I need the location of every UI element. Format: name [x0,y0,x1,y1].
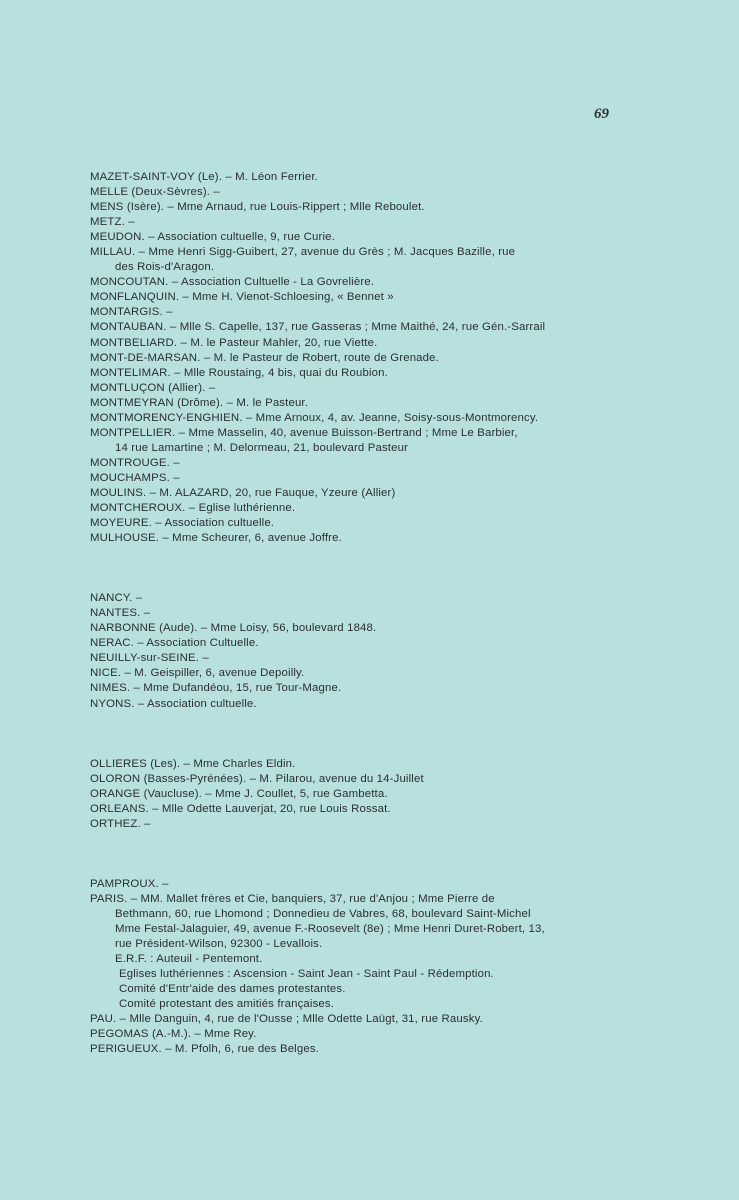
directory-entry [90,381,725,396]
entry-line: ORTHEZ. – [90,817,151,830]
directory-entry [90,456,725,471]
entry-line: ORLEANS. – Mlle Odette Lauverjat, 20, rue Louis Rossat. [90,802,391,815]
directory-entry [90,621,725,636]
directory-entry [90,501,725,516]
entry-continuation-line: E.R.F. : Auteuil - Pentemont. [115,953,263,966]
directory-entry [90,200,725,215]
directory-entry [90,366,725,381]
entry-line: MEUDON. – Association cultuelle, 9, rue Curie. [90,231,335,244]
directory-entry [90,817,725,832]
directory-entry [90,1012,725,1027]
letter-section [90,877,725,1058]
directory-entry [90,320,725,335]
directory-entry [90,290,725,305]
directory-entry [90,606,725,621]
entry-line: NICE. – M. Geispiller, 6, avenue Depoilly. [90,667,305,680]
entry-line: ORANGE (Vaucluse). – Mme J. Coullet, 5, rue Gambetta. [90,787,388,800]
directory-entry [90,305,725,320]
letter-section [90,757,725,832]
directory-entry [90,1027,725,1042]
entry-line: MAZET-SAINT-VOY (Le). – M. Léon Ferrier. [90,171,318,183]
entry-line: MOULINS. – M. ALAZARD, 20, rue Fauque, Yzeure (Allier) [90,486,396,499]
entry-line: NARBONNE (Aude). – Mme Loisy, 56, boulevard 1848. [90,622,377,635]
entry-line: PAU. – Mlle Danguin, 4, rue de l'Ousse ; Mlle Odette Laügt, 31, rue Rausky. [90,1013,483,1026]
directory-entry [90,336,725,351]
directory-entry [90,230,725,245]
entry-line: NANCY. – [90,592,143,605]
directory-entry [90,697,725,712]
directory-entry [90,892,725,1012]
entry-line: MONTMEYRAN (Drôme). – M. le Pasteur. [90,396,309,409]
letter-section [90,170,725,546]
entry-line: MONTROUGE. – [90,456,180,469]
entry-line: MENS (Isère). – Mme Arnaud, rue Louis-Rippert ; Mlle Reboulet. [90,201,425,214]
section-gap [90,832,725,877]
entry-line: MONFLANQUIN. – Mme H. Vienot-Schloesing, « Bennet » [90,291,394,304]
directory-entry [90,877,725,892]
directory-entry [90,636,725,651]
directory-entry [90,757,725,772]
entry-line: MULHOUSE. – Mme Scheurer, 6, avenue Joffre. [90,532,342,545]
directory-entry [90,275,725,290]
entry-continuation-line: 14 rue Lamartine ; M. Delormeau, 21, boulevard Pasteur [115,441,409,454]
section-gap [90,712,725,757]
entry-line: OLLIERES (Les). – Mme Charles Eldin. [90,757,296,770]
section-gap [90,546,725,591]
entry-line: MONTCHEROUX. – Eglise luthérienne. [90,502,296,515]
directory-entry [90,185,725,200]
entry-line: MONTARGIS. – [90,306,173,319]
directory-entry [90,1042,725,1057]
directory-entry [90,396,725,411]
entry-line: MONCOUTAN. – Association Cultuelle - La Govrelière. [90,276,375,289]
directory-entry [90,666,725,681]
entry-line: NERAC. – Association Cultuelle. [90,637,259,650]
directory-entry [90,772,725,787]
entry-line: MONTPELLIER. – Mme Masselin, 40, avenue Buisson-Bertrand ; Mme Le Barbier, [90,426,518,439]
directory-entry [90,787,725,802]
entry-line: MELLE (Deux-Sèvres). – [90,186,220,199]
directory-entry [90,471,725,486]
directory-entry [90,426,725,456]
entry-continuation-line: Mme Festal-Jalaguier, 49, avenue F.-Roosevelt (8e) ; Mme Henri Duret-Robert, 13, [115,922,545,935]
entry-continuation-line: rue Président-Wilson, 92300 - Levallois. [115,937,323,950]
directory-entry [90,681,725,696]
directory-entry [90,170,725,185]
entry-line: PAMPROUX. – [90,877,169,890]
directory-entry [90,531,725,546]
entry-continuation-line: Bethmann, 60, rue Lhomond ; Donnedieu de Vabres, 68, boulevard Saint-Michel [115,907,531,920]
page-number: 69 [594,106,609,122]
entry-continuation-line: Comité protestant des amitiés françaises. [119,998,335,1011]
entry-line: MONTELIMAR. – Mlle Roustaing, 4 bis, quai du Roubion. [90,366,388,379]
entry-line: NANTES. – [90,607,151,620]
letter-section [90,591,725,711]
entry-continuation-line: des Rois-d'Aragon. [115,261,215,274]
directory-entry [90,802,725,817]
entry-line: MOUCHAMPS. – [90,471,180,484]
entry-line: METZ. – [90,216,135,229]
directory-entry [90,411,725,426]
entry-line: PARIS. – MM. Mallet frères et Cie, banquiers, 37, rue d'Anjou ; Mme Pierre de [90,892,495,905]
entry-line: NYONS. – Association cultuelle. [90,697,257,710]
entry-line: MONTAUBAN. – Mlle S. Capelle, 137, rue Gasseras ; Mme Maithé, 24, rue Gén.-Sarrail [90,321,546,334]
directory-listing [90,170,725,1057]
entry-line: MONTLUÇON (Allier). – [90,381,216,394]
entry-line: NIMES. – Mme Dufandéou, 15, rue Tour-Magne. [90,682,342,695]
entry-continuation-line: Eglises luthériennes : Ascension - Saint Jean - Saint Paul - Rédemption. [119,968,494,981]
directory-entry [90,486,725,501]
entry-line: MOYEURE. – Association cultuelle. [90,517,275,530]
entry-line: MILLAU. – Mme Henri Sigg-Guibert, 27, avenue du Grès ; M. Jacques Bazille, rue [90,246,516,259]
entry-line: OLORON (Basses-Pyrénées). – M. Pilarou, avenue du 14-Juillet [90,772,424,785]
entry-line: PEGOMAS (A.-M.). – Mme Rey. [90,1028,257,1041]
directory-entry [90,215,725,230]
entry-line: MONTBELIARD. – M. le Pasteur Mahler, 20, rue Viette. [90,336,378,349]
entry-continuation-line: Comité d'Entr'aide des dames protestantes. [119,983,346,996]
entry-line: PERIGUEUX. – M. Pfolh, 6, rue des Belges. [90,1043,319,1056]
directory-entry [90,516,725,531]
directory-entry [90,651,725,666]
directory-entry [90,591,725,606]
entry-line: NEUILLY-sur-SEINE. – [90,652,209,665]
directory-entry [90,245,725,275]
entry-line: MONTMORENCY-ENGHIEN. – Mme Arnoux, 4, av. Jeanne, Soisy-sous-Montmorency. [90,411,539,424]
entry-line: MONT-DE-MARSAN. – M. le Pasteur de Robert, route de Grenade. [90,351,439,364]
directory-entry [90,351,725,366]
